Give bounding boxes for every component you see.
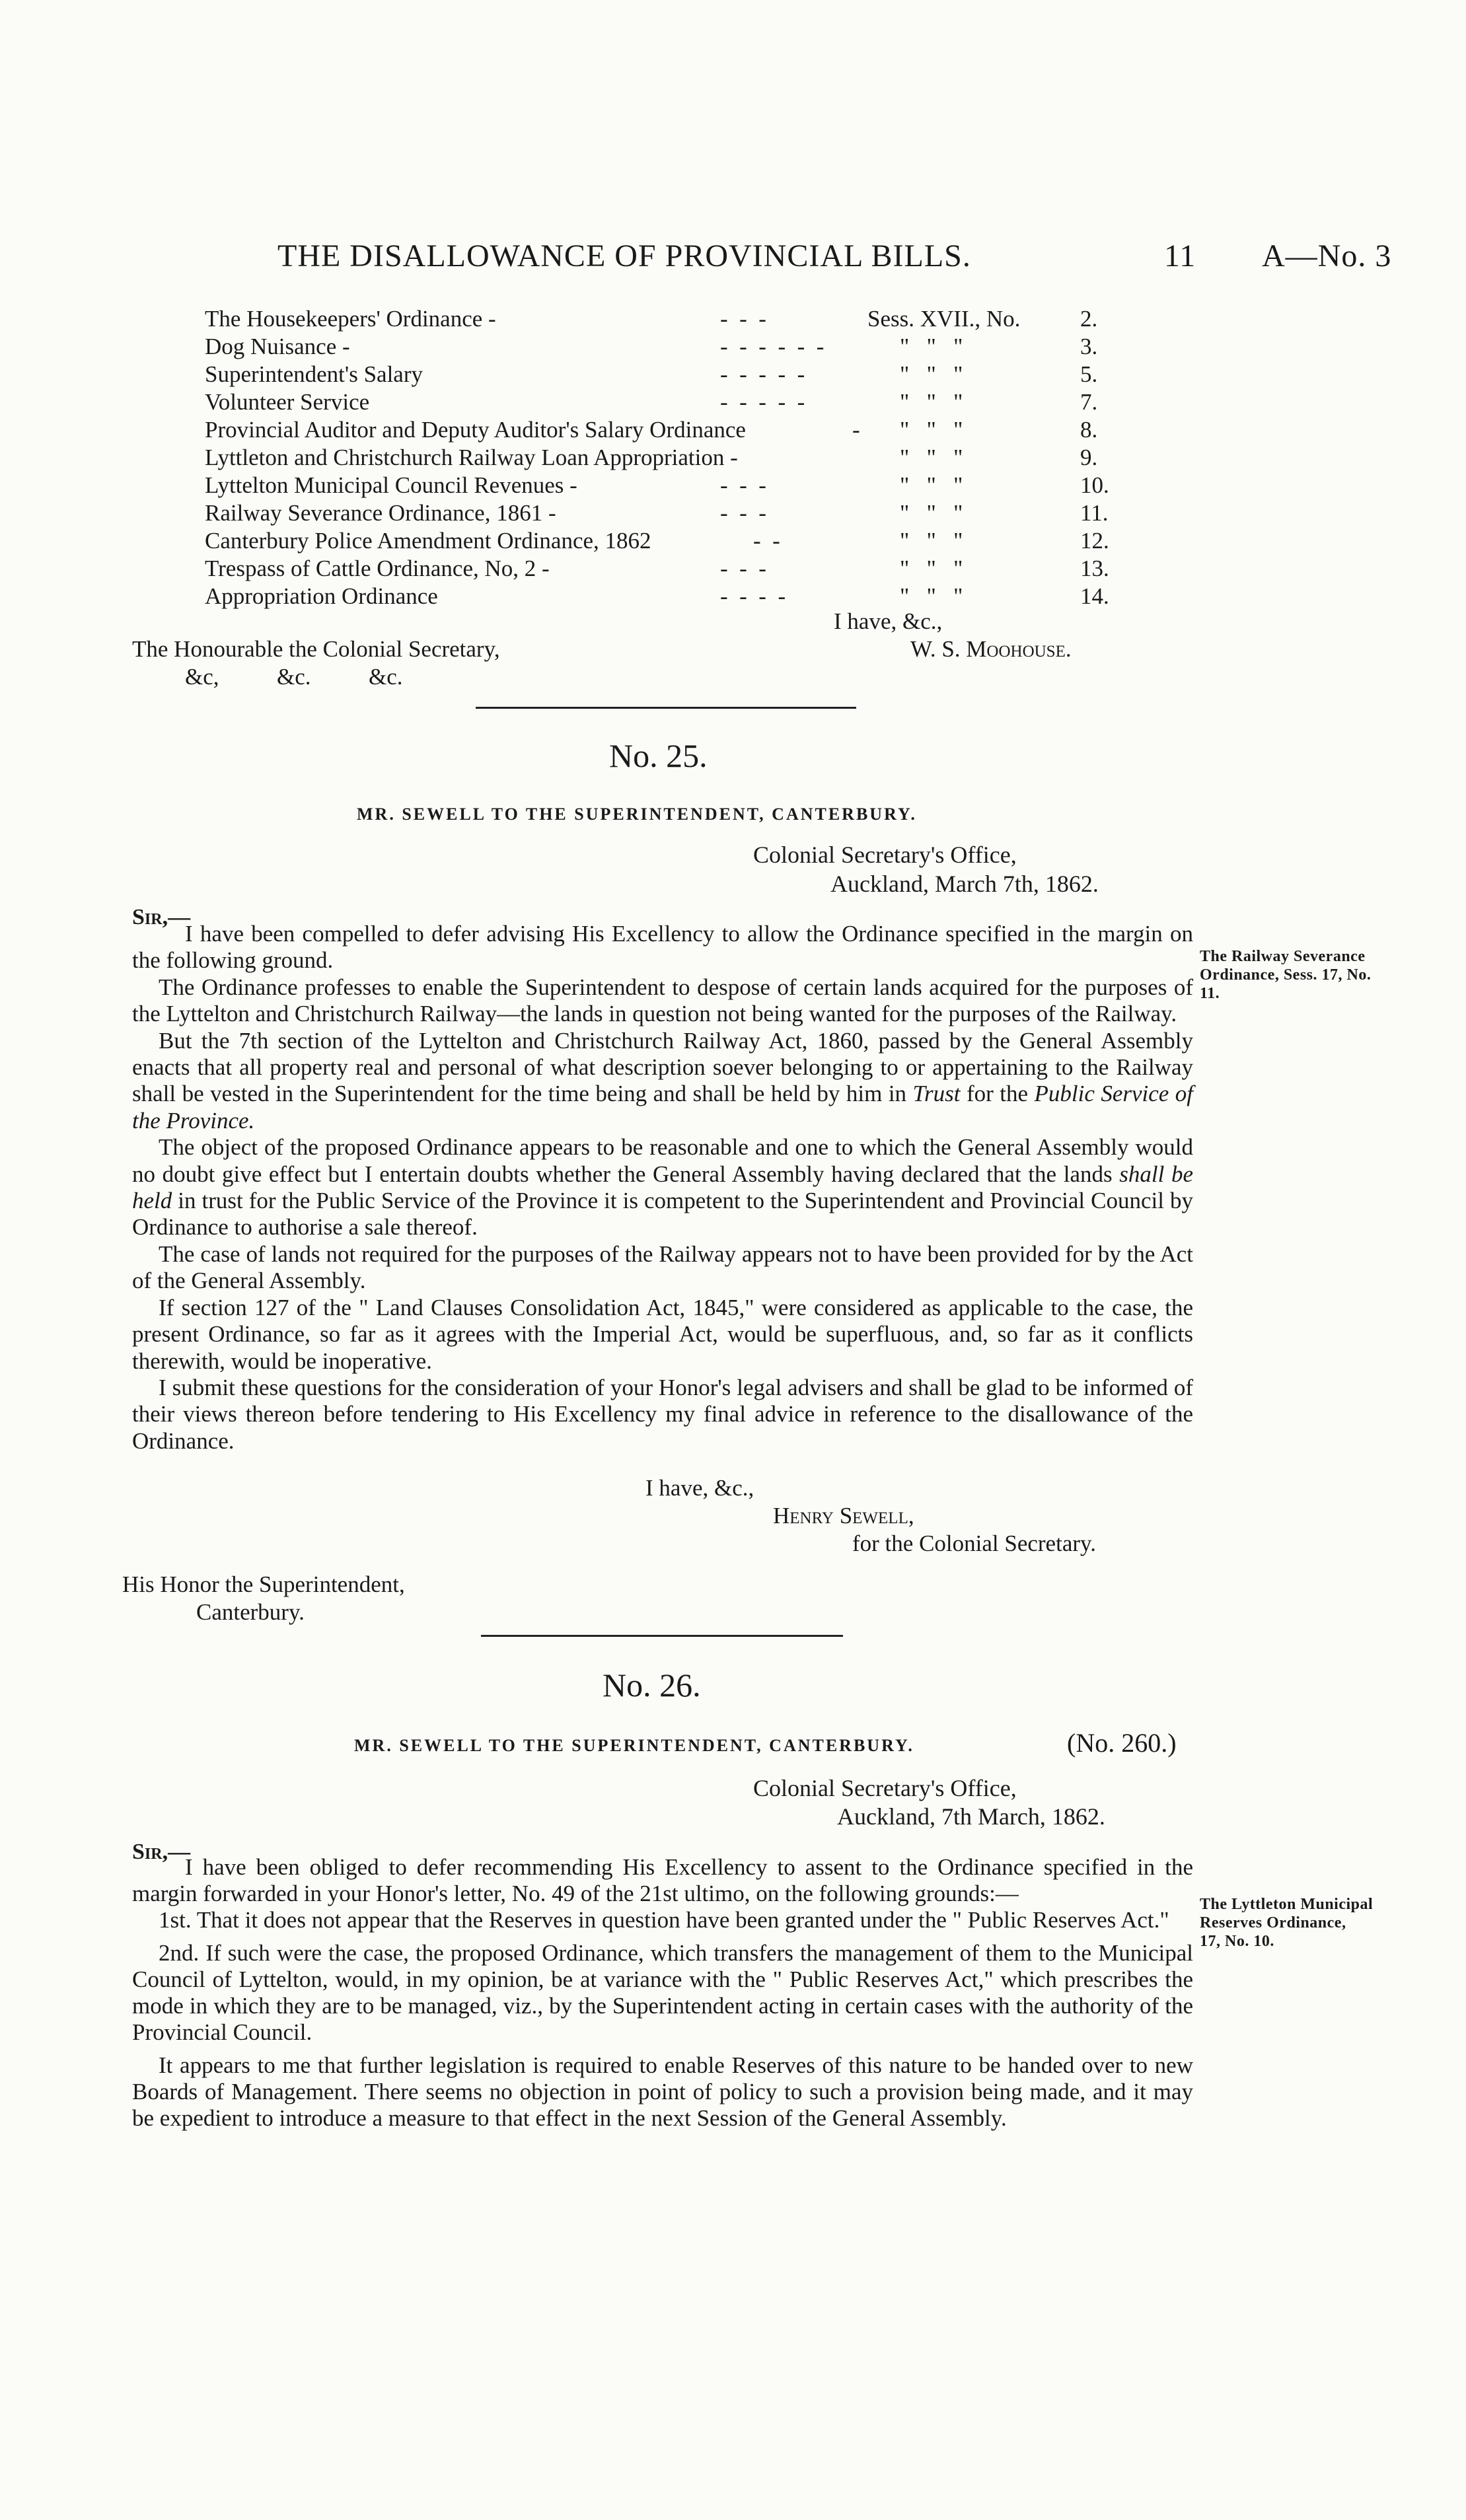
ordinance-number: 14.	[1080, 583, 1109, 609]
ordinance-leaders: - -	[753, 528, 780, 554]
addressee-etc: &c, &c. &c.	[185, 664, 403, 690]
paragraph: It appears to me that further legislation is required to enable Reserves of this nature to be handed over to new Boards of Management. There seems no objection in point of policy to such a provision being made, and it may be expedient to introduce a measure to that effect in the next Session of the General Assembly.	[132, 2052, 1193, 2131]
ordinance-session: " " "	[900, 500, 963, 526]
ordinance-session: " " "	[900, 389, 963, 415]
ordinance-leaders: - - - - -	[720, 361, 805, 387]
margin-note-26-line2: Reserves Ordinance,	[1200, 1914, 1346, 1931]
margin-note-26-line1: The Lyttleton Municipal	[1200, 1896, 1374, 1913]
ordinance-row	[205, 472, 1130, 499]
ordinance-number: 12.	[1080, 528, 1109, 554]
margin-note-25-line2: Ordinance, Sess. 17, No.	[1200, 966, 1372, 984]
for-colonial-secretary-25: for the Colonial Secretary.	[852, 1530, 1096, 1556]
ordinance-row	[205, 444, 1130, 472]
ordinance-leaders: - - -	[720, 500, 766, 526]
ordinance-leaders: - - - - -	[720, 389, 805, 415]
paragraph: 2nd. If such were the case, the proposed Ordinance, which transfers the management of them to the Municipal Council of Lyttelton, would, in my opinion, be at variance with the " Public Reserves Act," which prescribes the mode in which they are to be managed, viz., by the Superintendent acting in certain cases with the authority of the Provincial Council.	[132, 1940, 1193, 2045]
ordinance-leaders: - - - - - -	[720, 334, 825, 359]
paragraph: The Ordinance professes to enable the Superintendent to despose of certain lands acquired for the purposes of the Lyttelton and Christchurch Railway—the lands in question not being wanted for the purposes of the Railway.	[132, 974, 1193, 1027]
ordinance-row	[205, 361, 1130, 388]
ordinance-name: Lyttelton Municipal Council Revenues -	[205, 472, 577, 498]
ordinance-row	[205, 305, 1130, 333]
ordinance-session: " " "	[900, 445, 963, 470]
ordinance-session: " " "	[900, 528, 963, 554]
ordinance-name: Lyttleton and Christchurch Railway Loan Appropriation -	[205, 445, 738, 470]
paragraph: I have been obliged to defer recommending His Excellency to assent to the Ordinance specified in the margin forwarded in your Honor's letter, No. 49 of the 21st ultimo, on the following grounds:—	[132, 1854, 1193, 1906]
ordinance-row	[205, 499, 1130, 527]
ordinance-leaders: - - -	[720, 472, 766, 498]
ordinance-session: " " "	[900, 361, 963, 387]
ordinance-name: Superintendent's Salary	[205, 361, 423, 387]
divider	[481, 1635, 843, 1637]
ordinance-row	[205, 583, 1130, 610]
ordinance-session: " " "	[900, 417, 963, 443]
place-date-25: Auckland, March 7th, 1862.	[830, 871, 1099, 897]
ordinance-leaders: - - -	[720, 556, 766, 581]
office-line-26: Colonial Secretary's Office,	[753, 1775, 1017, 1801]
doc-heading-25: MR. SEWELL TO THE SUPERINTENDENT, CANTERBURY.	[357, 805, 917, 824]
ordinance-session: " " "	[900, 334, 963, 359]
signature-moorhouse: W. S. Moohouse.	[910, 636, 1072, 662]
ordinance-leaders: - - -	[720, 306, 766, 332]
ordinance-name: Canterbury Police Amendment Ordinance, 1862	[205, 528, 651, 554]
salutation-26: Sir,—	[132, 1840, 191, 1864]
letter-body-25	[132, 921, 1193, 1455]
ordinance-name: Provincial Auditor and Deputy Auditor's Salary Ordinance	[205, 417, 746, 443]
addressee-superintendent-25: His Honor the Superintendent,	[122, 1571, 405, 1597]
divider	[476, 707, 856, 709]
salutation-25: Sir,—	[132, 905, 191, 929]
doc-number-25: No. 25.	[609, 737, 708, 774]
ordinance-session: " " "	[900, 472, 963, 498]
ordinance-name: Trespass of Cattle Ordinance, No, 2 -	[205, 556, 550, 581]
ordinance-row	[205, 388, 1130, 416]
margin-note-26-line3: 17, No. 10.	[1200, 1933, 1274, 1950]
paragraph: But the 7th section of the Lyttelton and Christchurch Railway Act, 1860, passed by the General Assembly enacts that all property real and personal of what description soever belonging to or appertaining to the Railway shall be vested in the Superintendent for the time being and shall be held by him in Trust for the Public Service of the Province.	[132, 1027, 1194, 1134]
paragraph: The object of the proposed Ordinance appears to be reasonable and one to which the General Assembly would no doubt give effect but I entertain doubts whether the General Assembly having declared that the lands shall be held in trust for the Public Service of the Province it is competent to the Superintendent and Provincial Council by Ordinance to authorise a sale thereof.	[132, 1134, 1193, 1241]
ordinance-number: 13.	[1080, 556, 1109, 581]
paragraph: 1st. That it does not appear that the Reserves in question have been granted under the " Public Reserves Act."	[159, 1907, 1169, 1933]
page-number: 11	[1164, 238, 1196, 273]
paragraph: I submit these questions for the consideration of your Honor's legal advisers and shall be glad to be informed of their views thereon before tendering to His Excellency my final advice in reference to the disallowance of the Ordinance.	[132, 1374, 1193, 1454]
margin-note-25-line3: 11.	[1200, 985, 1220, 1002]
ordinance-number: 7.	[1080, 389, 1098, 415]
ordinance-number: 10.	[1080, 472, 1109, 498]
ordinance-list	[205, 305, 1130, 610]
ordinance-session: Sess. XVII., No.	[867, 306, 1021, 332]
ordinance-leaders: - - - -	[720, 583, 786, 609]
ordinance-name: The Housekeepers' Ordinance -	[205, 306, 496, 332]
ordinance-session: " " "	[900, 556, 963, 581]
closing-i-have-25: I have, &c.,	[645, 1475, 754, 1501]
running-title: THE DISALLOWANCE OF PROVINCIAL BILLS.	[277, 238, 971, 273]
paragraph: The case of lands not required for the purposes of the Railway appears not to have been provided for by the Act of the General Assembly.	[132, 1241, 1193, 1294]
ordinance-session: " " "	[900, 583, 963, 609]
paragraph: I have been compelled to defer advising His Excellency to allow the Ordinance specified in the margin on the following ground.	[132, 921, 1193, 974]
ordinance-row	[205, 555, 1130, 583]
reference-number-26: (No. 260.)	[1067, 1728, 1177, 1758]
ordinance-number: 9.	[1080, 445, 1098, 470]
ordinance-row	[205, 416, 1130, 444]
ordinance-name: Dog Nuisance -	[205, 334, 350, 359]
letter-body-26	[132, 1854, 1193, 2132]
ordinance-number: 11.	[1080, 500, 1109, 526]
doc-number-26: No. 26.	[603, 1667, 701, 1704]
place-date-26: Auckland, 7th March, 1862.	[837, 1803, 1105, 1830]
ordinance-leaders: -	[852, 417, 860, 443]
ordinance-row	[205, 333, 1130, 361]
margin-note-25-line1: The Railway Severance	[1200, 948, 1366, 965]
ordinance-number: 5.	[1080, 361, 1098, 387]
page-header	[277, 238, 1401, 284]
margin-note-25	[1200, 947, 1398, 1003]
addressee-colonial-secretary: The Honourable the Colonial Secretary,	[132, 636, 500, 662]
ordinance-number: 2.	[1080, 306, 1098, 332]
margin-note-26	[1200, 1895, 1398, 1951]
document-code: A—No. 3	[1262, 238, 1392, 273]
office-line-25: Colonial Secretary's Office,	[753, 842, 1017, 868]
ordinance-number: 8.	[1080, 417, 1098, 443]
closing-i-have: I have, &c.,	[834, 608, 943, 634]
ordinance-number: 3.	[1080, 334, 1098, 359]
ordinance-name: Railway Severance Ordinance, 1861 -	[205, 500, 556, 526]
signature-sewell-25: Henry Sewell,	[773, 1503, 914, 1529]
paragraph: If section 127 of the " Land Clauses Consolidation Act, 1845," were considered as applicable to the case, the present Ordinance, so far as it agrees with the Imperial Act, would be superfluous, and, so far as it conflicts therewith, would be inoperative.	[132, 1294, 1193, 1374]
ordinance-name: Volunteer Service	[205, 389, 370, 415]
doc-heading-26: MR. SEWELL TO THE SUPERINTENDENT, CANTERBURY.	[354, 1736, 914, 1755]
ordinance-row	[205, 527, 1130, 555]
ordinance-name: Appropriation Ordinance	[205, 583, 438, 609]
addressee-canterbury-25: Canterbury.	[196, 1599, 305, 1625]
